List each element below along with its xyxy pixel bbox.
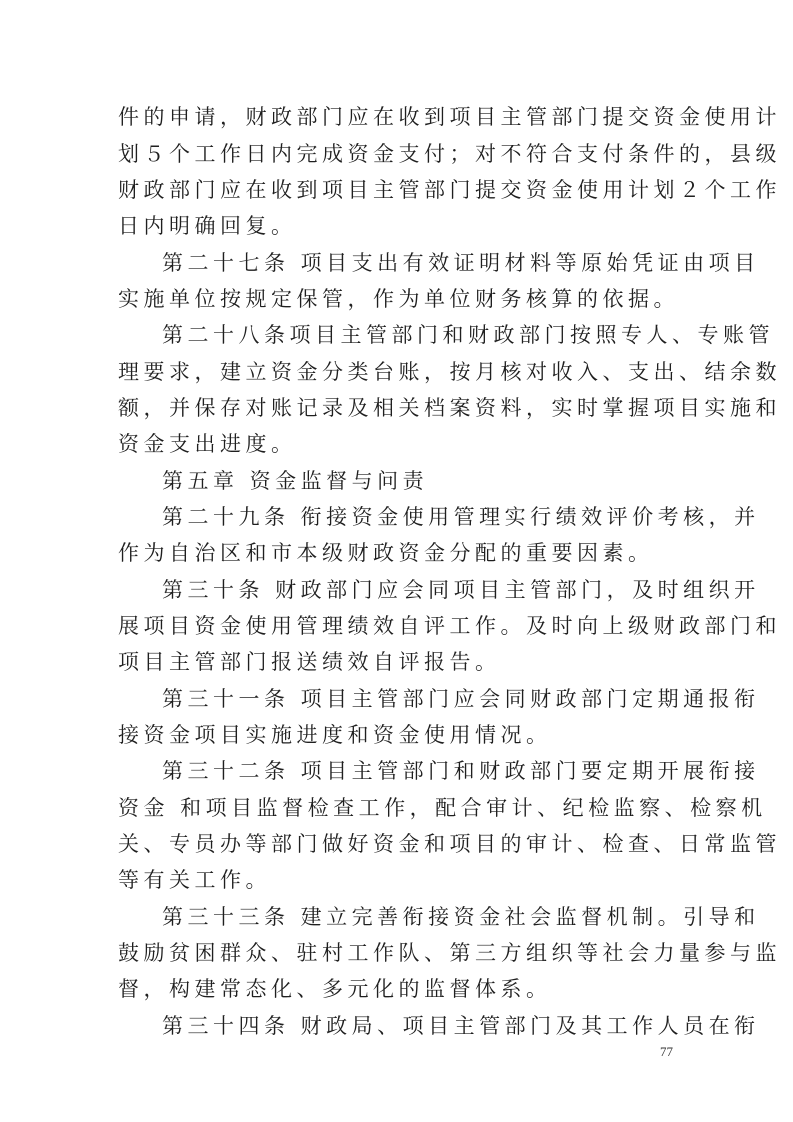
text-line: 作为自治区和市本级财政资金分配的重要因素。 (118, 541, 654, 565)
text-line: 日内明确回复。 (118, 214, 297, 238)
article-29: 第二十九条 衔接资金使用管理实行绩效评价考核，并 (162, 505, 760, 529)
article-32: 第三十二条 项目主管部门和财政部门要定期开展衔接 (162, 759, 760, 783)
article-33: 第三十三条 建立完善衔接资金社会监督机制。引导和 (162, 905, 760, 929)
text-line: 实施单位按规定保管，作为单位财务核算的依据。 (118, 287, 679, 311)
text-line: 资金支出进度。 (118, 432, 297, 456)
text-line: 接资金项目实施进度和资金使用情况。 (118, 723, 552, 747)
article-28: 第二十八条项目主管部门和财政部门按照专人、专账管 (162, 323, 774, 347)
chapter-heading: 第五章 资金监督与问责 (162, 469, 429, 493)
text-line: 鼓励贫困群众、驻村工作队、第三方组织等社会力量参与监 (118, 941, 781, 965)
text-line: 额，并保存对账记录及相关档案资料，实时掌握项目实施和 (118, 396, 781, 420)
text-line: 等有关工作。 (118, 868, 271, 892)
text-line: 关、专员办等部门做好资金和项目的审计、检查、日常监管 (118, 832, 781, 856)
text-line: 展项目资金使用管理绩效自评工作。及时向上级财政部门和 (118, 614, 781, 638)
article-30: 第三十条 财政部门应会同项目主管部门，及时组织开 (162, 578, 760, 602)
text-line: 资金 和项目监督检查工作，配合审计、纪检监察、检察机 (118, 796, 767, 820)
article-34: 第三十四条 财政局、项目主管部门及其工作人员在衔 (162, 1014, 760, 1038)
text-line: 理要求，建立资金分类台账，按月核对收入、支出、结余数 (118, 360, 781, 384)
article-27: 第二十七条 项目支出有效证明材料等原始凭证由项目 (162, 251, 760, 275)
text-line: 督，构建常态化、多元化的监督体系。 (118, 977, 552, 1001)
article-31: 第三十一条 项目主管部门应会同财政部门定期通报衔 (162, 687, 760, 711)
text-line: 划５个工作日内完成资金支付；对不符合支付条件的，县级 (118, 142, 781, 166)
text-line: 财政部门应在收到项目主管部门提交资金使用计划２个工作 (118, 178, 781, 202)
text-line: 项目主管部门报送绩效自评报告。 (118, 650, 501, 674)
page-number: 77 (660, 1044, 673, 1059)
text-line: 件的申请，财政部门应在收到项目主管部门提交资金使用计 (118, 105, 781, 129)
